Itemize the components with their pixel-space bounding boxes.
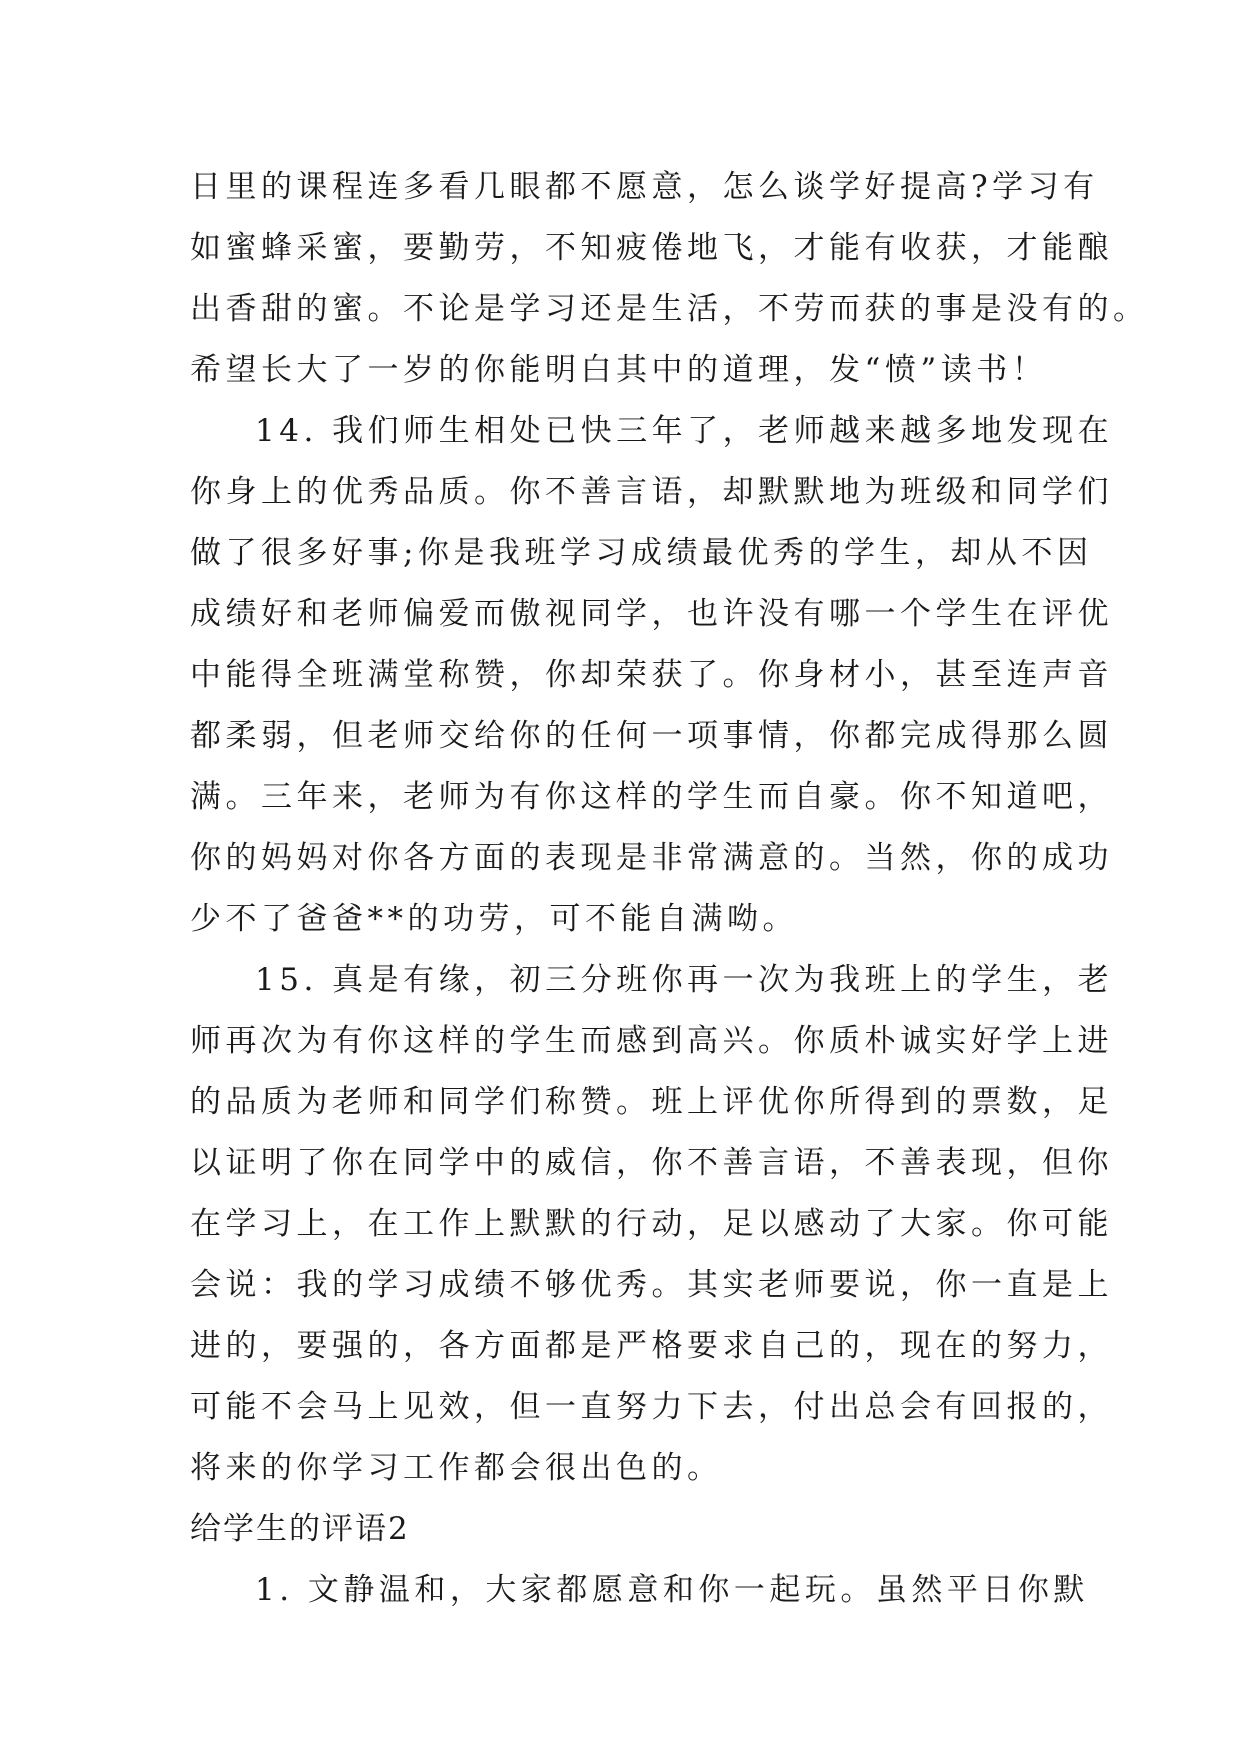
text-line: 满。三年来，老师为有你这样的学生而自豪。你不知道吧，: [190, 779, 1113, 815]
text-line: 在学习上，在工作上默默的行动，足以感动了大家。你可能: [190, 1206, 1113, 1242]
text-line: 的品质为老师和同学们称赞。班上评优你所得到的票数，足: [190, 1084, 1113, 1120]
text-line: 进的，要强的，各方面都是严格要求自己的，现在的努力，: [190, 1328, 1113, 1364]
text-line: 以证明了你在同学中的威信，你不善言语，不善表现，但你: [190, 1145, 1113, 1181]
paragraph-1-start: 1. 文静温和，大家都愿意和你一起玩。虽然平日你默: [255, 1572, 1089, 1608]
text-line: 都柔弱，但老师交给你的任何一项事情，你都完成得那么圆: [190, 718, 1113, 754]
text-line: 成绩好和老师偏爱而傲视同学，也许没有哪一个学生在评优: [190, 596, 1113, 632]
text-line: 师再次为有你这样的学生而感到高兴。你质朴诚实好学上进: [190, 1023, 1113, 1059]
section-heading: 给学生的评语2: [190, 1511, 410, 1547]
text-line: 希望长大了一岁的你能明白其中的道理，发“愤”读书！: [190, 352, 1048, 388]
text-line: 出香甜的蜜。不论是学习还是生活，不劳而获的事是没有的。: [190, 291, 1149, 327]
text-line: 会说：我的学习成绩不够优秀。其实老师要说，你一直是上: [190, 1267, 1113, 1303]
text-line: 中能得全班满堂称赞，你却荣获了。你身材小，甚至连声音: [190, 657, 1113, 693]
text-line: 做了很多好事;你是我班学习成绩最优秀的学生，却从不因: [190, 535, 1093, 571]
paragraph-15-start: 15. 真是有缘，初三分班你再一次为我班上的学生，老: [255, 962, 1114, 998]
text-line: 可能不会马上见效，但一直努力下去，付出总会有回报的，: [190, 1389, 1113, 1425]
text-line: 你身上的优秀品质。你不善言语，却默默地为班级和同学们: [190, 474, 1113, 510]
text-line: 将来的你学习工作都会很出色的。: [190, 1450, 723, 1486]
text-line: 你的妈妈对你各方面的表现是非常满意的。当然，你的成功: [190, 840, 1113, 876]
text-line: 如蜜蜂采蜜，要勤劳，不知疲倦地飞，才能有收获，才能酿: [190, 230, 1113, 266]
text-line: 少不了爸爸**的功劳，可不能自满呦。: [190, 901, 798, 937]
paragraph-14-start: 14. 我们师生相处已快三年了，老师越来越多地发现在: [255, 413, 1114, 449]
text-line: 日里的课程连多看几眼都不愿意，怎么谈学好提高?学习有: [190, 169, 1099, 205]
